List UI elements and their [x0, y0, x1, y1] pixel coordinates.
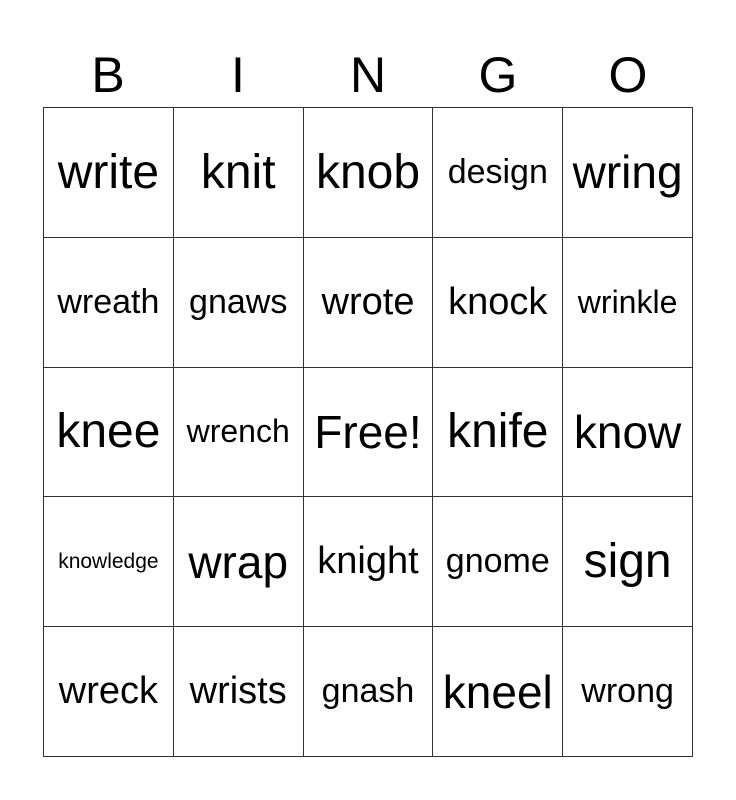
bingo-cell[interactable]: gnaws	[174, 238, 304, 368]
bingo-cell[interactable]: gnome	[433, 497, 563, 627]
bingo-cell[interactable]: knife	[433, 368, 563, 498]
bingo-cell[interactable]: write	[44, 108, 174, 238]
free-space-cell[interactable]: Free!	[304, 368, 434, 498]
bingo-cell[interactable]: wrote	[304, 238, 434, 368]
header-letter-n: N	[349, 47, 387, 103]
bingo-cell[interactable]: wring	[563, 108, 693, 238]
bingo-cell[interactable]: knock	[433, 238, 563, 368]
bingo-cell[interactable]: knee	[44, 368, 174, 498]
bingo-cell[interactable]: kneel	[433, 627, 563, 757]
bingo-cell[interactable]: wreath	[44, 238, 174, 368]
bingo-cell[interactable]: wreck	[44, 627, 174, 757]
bingo-cell[interactable]: know	[563, 368, 693, 498]
bingo-cell[interactable]: gnash	[304, 627, 434, 757]
header-letter-i: I	[231, 47, 245, 103]
bingo-cell[interactable]: wrists	[174, 627, 304, 757]
header-letter-b: B	[91, 47, 125, 103]
bingo-cell[interactable]: wrap	[174, 497, 304, 627]
header-letter-o: O	[608, 47, 648, 103]
header-letter-g: G	[478, 47, 518, 103]
bingo-cell[interactable]: wrinkle	[563, 238, 693, 368]
bingo-header	[43, 44, 693, 106]
bingo-cell[interactable]: knowledge	[44, 497, 174, 627]
bingo-cell[interactable]: knob	[304, 108, 434, 238]
bingo-cell[interactable]: wrench	[174, 368, 304, 498]
bingo-cell[interactable]: knit	[174, 108, 304, 238]
bingo-cell[interactable]: sign	[563, 497, 693, 627]
bingo-cell[interactable]: wrong	[563, 627, 693, 757]
bingo-cell[interactable]: design	[433, 108, 563, 238]
bingo-card-grid	[43, 107, 693, 757]
bingo-cell[interactable]: knight	[304, 497, 434, 627]
